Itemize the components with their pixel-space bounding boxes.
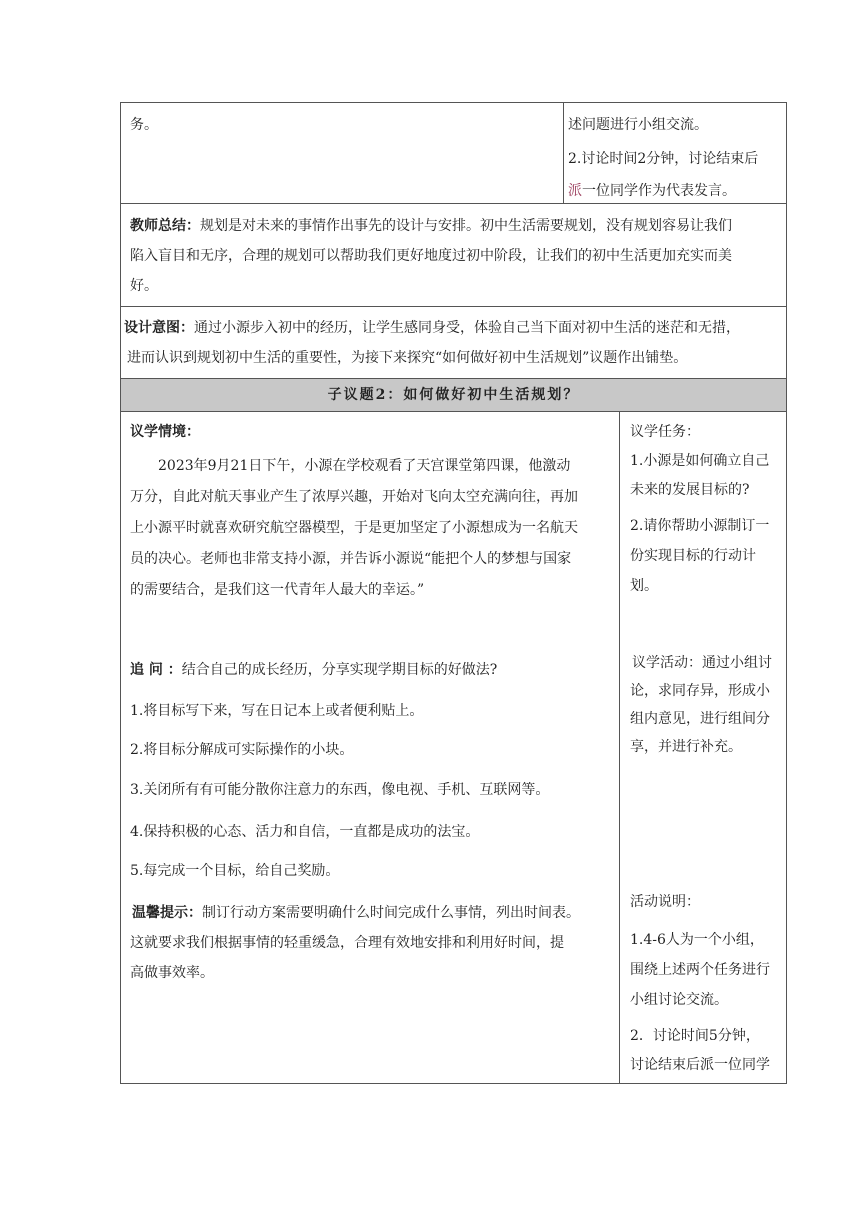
followup-item-2: 2.将目标分解成可实际操作的小块。 <box>130 742 354 758</box>
teacher-summary-line3: 好。 <box>130 278 158 294</box>
scenario-line-3: 上小源平时就喜欢研究航空器模型，于是更加坚定了小源想成为一名航天 <box>130 520 578 536</box>
activity-line-1: 议学活动：通过小组讨 <box>632 655 772 671</box>
followup-item-1: 1.将目标写下来，写在日记本上或者便利贴上。 <box>130 703 424 719</box>
tip-line3: 高做事效率。 <box>130 965 214 981</box>
teacher-summary-line2: 陷入盲目和无序，合理的规划可以帮助我们更好地度过初中阶段，让我们的初中生活更加充实而美 <box>130 248 732 264</box>
row1-highlight-char: 派 <box>568 183 582 199</box>
tasks-line-4: 份实现目标的行动计 <box>630 548 756 564</box>
scenario-label: 议学情境： <box>130 424 200 440</box>
activity-note-line-2: 围绕上述两个任务进行 <box>630 962 770 978</box>
teacher-summary-line1: 教师总结：规划是对未来的事情作出事先的设计与安排。初中生活需要规划，没有规划容易让我们 <box>130 218 732 234</box>
tasks-label: 议学任务： <box>630 424 700 440</box>
row1-left-cell <box>120 102 564 204</box>
scenario-line-5: 的需要结合，是我们这一代青年人最大的幸运。” <box>130 582 425 598</box>
scenario-line-1: 2023年9月21日下午，小源在学校观看了天宫课堂第四课，他激动 <box>158 458 571 474</box>
tasks-line-2: 未来的发展目标的? <box>630 482 750 498</box>
design-intent-label: 设计意图： <box>124 320 194 336</box>
followup-item-4: 4.保持积极的心态、活力和自信，一直都是成功的法宝。 <box>130 824 480 840</box>
scenario-line-4: 员的决心。老师也非常支持小源，并告诉小源说“能把个人的梦想与国家 <box>130 551 572 567</box>
activity-line-3: 组内意见，进行组间分 <box>630 711 770 727</box>
row1-right-line3-rest: 一位同学作为代表发言。 <box>582 183 736 199</box>
row1-right-line1: 述问题进行小组交流。 <box>568 117 708 133</box>
design-intent-line1: 设计意图：通过小源步入初中的经历，让学生感同身受，体验自己当下面对初中生活的迷茫和无措， <box>124 320 740 336</box>
design-intent-line2: 进而认识到规划初中生活的重要性，为接下来探究“如何做好初中生活规划”议题作出铺垫。 <box>127 350 688 366</box>
tasks-line-1: 1.小源是如何确立自己 <box>630 453 770 469</box>
followup-item-5: 5.每完成一个目标，给自己奖励。 <box>130 863 340 879</box>
followup-question: 追 问 ：结合自己的成长经历，分享实现学期目标的好做法? <box>130 662 498 678</box>
followup-item-3: 3.关闭所有有可能分散你注意力的东西，像电视、手机、互联网等。 <box>130 782 550 798</box>
design-intent-cell <box>120 306 787 379</box>
sub-topic-title: 子议题2：如何做好初中生活规划？ <box>327 387 580 403</box>
tip-label: 温馨提示： <box>132 905 202 921</box>
activity-note-label: 活动说明： <box>630 894 700 910</box>
tasks-line-3: 2.请你帮助小源制订一 <box>630 518 770 534</box>
tip-line2: 这就要求我们根据事情的轻重缓急，合理有效地安排和利用好时间，提 <box>130 935 564 951</box>
activity-note-line-5: 讨论结束后派一位同学 <box>630 1057 770 1073</box>
tip-line1: 温馨提示：制订行动方案需要明确什么时间完成什么事情，列出时间表。 <box>132 905 580 921</box>
teacher-summary-label: 教师总结： <box>130 218 200 234</box>
activity-note-line-1: 1.4-6人为一个小组， <box>630 932 764 948</box>
activity-line-4: 享，并进行补充。 <box>630 739 742 755</box>
row1-right-line2: 2.讨论时间2分钟，讨论结束后 <box>568 151 759 167</box>
followup-label: 追 问 ： <box>130 662 182 678</box>
scenario-line-2: 万分，自此对航天事业产生了浓厚兴趣，开始对飞向太空充满向往，再加 <box>130 489 578 505</box>
activity-note-line-4: 2．讨论时间5分钟， <box>630 1028 760 1044</box>
activity-note-line-3: 小组讨论交流。 <box>630 992 728 1008</box>
tasks-line-5: 划。 <box>630 578 658 594</box>
activity-line-2: 论，求同存异，形成小 <box>630 683 770 699</box>
row1-left-text: 务。 <box>130 117 158 133</box>
row1-right-line3 <box>568 181 736 201</box>
